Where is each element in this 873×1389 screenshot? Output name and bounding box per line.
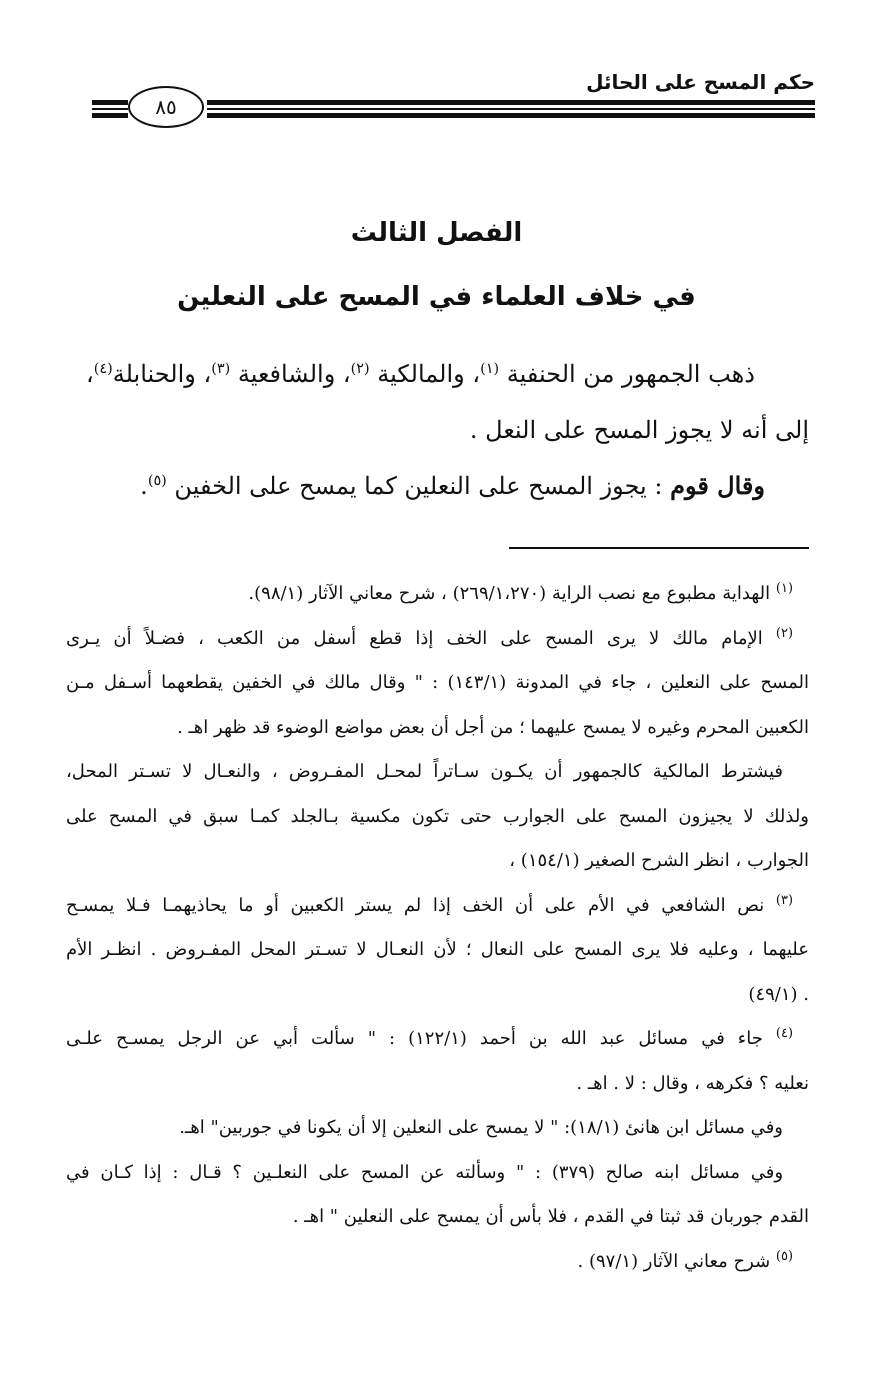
body-text-segment: . <box>140 472 148 500</box>
body-text-segment: ، والمالكية <box>369 360 481 388</box>
footnote-ref-2[interactable]: (٢) <box>350 361 370 377</box>
footnote-2-line-2: المسح على النعلين ، جاء في المدونة (١٤٣/١) : " وقال مالك في الخفين يقطعهما أسـفل مـن <box>66 672 809 693</box>
footnote-text: جاء في مسائل عبد الله بن أحمد (١٢٢/١) : " سألت أبي عن الرجل يمسـح علـى <box>66 1028 763 1049</box>
footnote-4-line-5: القدم جوربان قد ثبتا في القدم ، فلا بأس أن يمسح على النعلين " اهـ . <box>292 1206 809 1227</box>
header-rule-left-top <box>92 100 128 105</box>
footnote-2-line-6: الجوارب ، انظر الشرح الصغير (١٥٤/١) ، <box>509 850 809 871</box>
footnote-1-line-1 <box>66 572 809 617</box>
body-line-2: إلى أنه لا يجوز المسح على النعل . <box>469 416 809 444</box>
footnote-ref-5[interactable]: (٥) <box>147 473 167 489</box>
footnote-3-line-3: . (٤٩/١) <box>748 983 809 1005</box>
page-number: ٨٥ <box>128 86 204 128</box>
header-rule-bottom <box>207 113 815 118</box>
footnote-4-line-1 <box>66 1017 809 1062</box>
body-line-1 <box>70 346 809 402</box>
footnote-text: نص الشافعي في الأم على أن الخف إذا لم يستر الكعبين أو ما يحاذيهمـا فـلا يمسـح <box>66 894 765 916</box>
body-text-segment: ، والحنابلة <box>112 360 212 388</box>
footnote-separator <box>509 547 809 549</box>
footnote-2-line-5: ولذلك لا يجيزون المسح على الجوارب حتى تكون مكسية بـالجلد كمـا سبق في المسح على <box>66 805 809 827</box>
footnote-4-line-2: نعليه ؟ فكرهه ، وقال : لا . اهـ . <box>576 1072 809 1094</box>
footnote-text: شرح معاني الآثار (٩٧/١) . <box>577 1250 771 1272</box>
body-line-3 <box>70 458 809 514</box>
footnotes <box>66 572 809 1284</box>
chapter-heading: الفصل الثالث <box>350 218 523 248</box>
running-header-title: حكم المسح على الحائل <box>586 70 815 94</box>
footnote-text: الهداية مطبوع مع نصب الراية (٢٦٩/١،٢٧٠) ، شرح معاني الآثار (٩٨/١). <box>248 583 771 604</box>
footnote-2-line-3: الكعبين المحرم وغيره لا يمسح عليهما ؛ من أجل أن بعض مواضع الوضوء قد ظهر اهـ . <box>177 716 809 738</box>
chapter-subheading: في خلاف العلماء في المسح على النعلين <box>177 282 696 312</box>
footnote-5-number: (٥) <box>775 1248 793 1264</box>
footnote-ref-1[interactable]: (١) <box>480 361 500 377</box>
footnote-ref-4[interactable]: (٤) <box>93 361 113 377</box>
footnote-2-line-1 <box>66 617 809 662</box>
header-rule-middle <box>207 108 815 110</box>
body-text <box>70 346 809 514</box>
body-bold-lead: وقال قوم <box>670 471 765 500</box>
footnote-5-line-1 <box>66 1240 809 1285</box>
footnote-4-line-4: وفي مسائل ابنه صالح (٣٧٩) : " وسألته عن المسح على النعلـين ؟ قـال : إذا كـان في <box>66 1161 784 1183</box>
body-text-segment: : يجوز المسح على النعلين كما يمسح على الخفين <box>166 472 671 500</box>
header-rule-left-bottom <box>92 113 128 118</box>
footnote-text: الإمام مالك لا يرى المسح على الخف إذا قطع أسفل من الكعب ، فضـلاً أن يـرى <box>66 627 763 649</box>
footnote-3-line-1 <box>66 884 809 929</box>
footnote-ref-3[interactable]: (٣) <box>211 361 231 377</box>
footnote-2-number: (٢) <box>775 625 793 641</box>
body-text-segment: ، <box>86 360 94 388</box>
footnote-4-line-3: وفي مسائل ابن هانئ (١٨/١): " لا يمسح على النعلين إلا أن يكونا في جوربين" اهـ. <box>179 1117 783 1138</box>
footnote-1-number: (١) <box>775 581 793 596</box>
footnote-3-number: (٣) <box>775 892 793 908</box>
header-rule-top <box>207 100 815 105</box>
header-rule-left-middle <box>92 108 128 110</box>
footnote-2-line-4: فيشترط المالكية كالجمهور أن يكـون سـاتراً لمحـل المفـروض ، والنعـال لا تسـتر المحل، <box>66 761 783 782</box>
body-text-segment: ذهب الجمهور من الحنفية <box>499 360 755 388</box>
footnote-3-line-2: عليهما ، وعليه فلا يرى المسح على النعال ؛ لأن النعـال لا تسـتر المحل المفـروض . انظـر الأم <box>66 939 809 960</box>
body-text-segment: ، والشافعية <box>230 360 351 388</box>
footnote-4-number: (٤) <box>775 1026 793 1041</box>
